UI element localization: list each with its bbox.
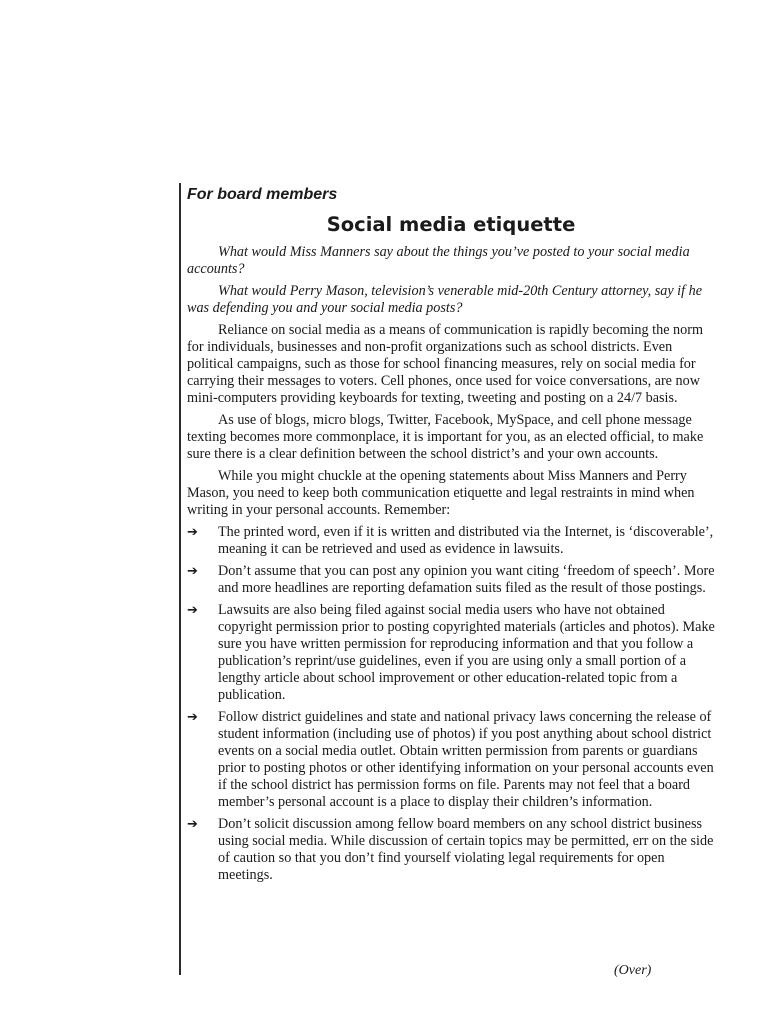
right-arrow-icon: ➔ xyxy=(187,817,198,832)
reminder-list xyxy=(187,524,715,884)
list-item xyxy=(187,602,715,704)
right-arrow-icon: ➔ xyxy=(187,525,198,540)
right-arrow-icon: ➔ xyxy=(187,564,198,579)
document-body xyxy=(187,184,715,889)
list-item xyxy=(187,816,715,884)
list-item-text: Follow district guidelines and state and national privacy laws concerning the release of student information (including use of photos) if you post anything about school district events on a social media outlet. Obtain written permission from parents or guardians prior to posting photos or other identifying information on your personal accounts even if the school district has permission forms on file. Parents may not feel that a board member’s personal account is a place to display their children’s information. xyxy=(218,709,714,810)
body-paragraph-1: Reliance on social media as a means of communication is rapidly becoming the norm for individuals, businesses and non-profit organizations such as school districts. Even political campaigns, such as those for school financing measures, rely on social media for carrying their messages to voters. Cell phones, once used for voice conversations, are now mini-computers providing keyboards for texting, tweeting and posting on a 24/7 basis. xyxy=(187,322,703,406)
list-item-text: Lawsuits are also being filed against social media users who have not obtained copyright permission prior to posting copyrighted materials (articles and photos). Make sure you have written permission for reproducing information and that you follow a publication’s reprint/use guidelines, even if you are using only a small portion of a lengthy article about school improvement or other education-related topic from a publication. xyxy=(218,602,715,703)
right-arrow-icon: ➔ xyxy=(187,603,198,618)
intro-question-2: What would Perry Mason, television’s venerable mid-20th Century attorney, say if he was defending you and your social media posts? xyxy=(187,283,703,316)
page-continued-note: (Over) xyxy=(614,963,652,978)
left-margin-rule xyxy=(179,183,181,975)
list-item xyxy=(187,709,715,811)
list-item xyxy=(187,563,715,597)
body-paragraph-3: While you might chuckle at the opening statements about Miss Manners and Perry Mason, you need to keep both communication etiquette and legal restraints in mind when writing in your personal accounts. Remember: xyxy=(187,468,695,518)
list-item-text: Don’t solicit discussion among fellow board members on any school district business using social media. While discussion of certain topics may be permitted, err on the side of caution so that you don’t find yourself violating legal requirements for open meetings. xyxy=(218,816,714,883)
list-item xyxy=(187,524,715,558)
list-item-text: Don’t assume that you can post any opinion you want citing ‘freedom of speech’. More and more headlines are reporting defamation suits filed as the result of those postings. xyxy=(218,563,715,596)
page-title: Social media etiquette xyxy=(326,213,576,236)
section-kicker: For board members xyxy=(187,186,338,203)
intro-question-1: What would Miss Manners say about the things you’ve posted to your social media accounts? xyxy=(187,244,690,277)
right-arrow-icon: ➔ xyxy=(187,710,198,725)
list-item-text: The printed word, even if it is written and distributed via the Internet, is ‘discoverable’, meaning it can be retrieved and used as evidence in lawsuits. xyxy=(218,524,714,557)
body-paragraph-2: As use of blogs, micro blogs, Twitter, Facebook, MySpace, and cell phone message texting becomes more commonplace, it is important for you, as an elected official, to make sure there is a clear definition between the school district’s and your own accounts. xyxy=(187,412,704,462)
